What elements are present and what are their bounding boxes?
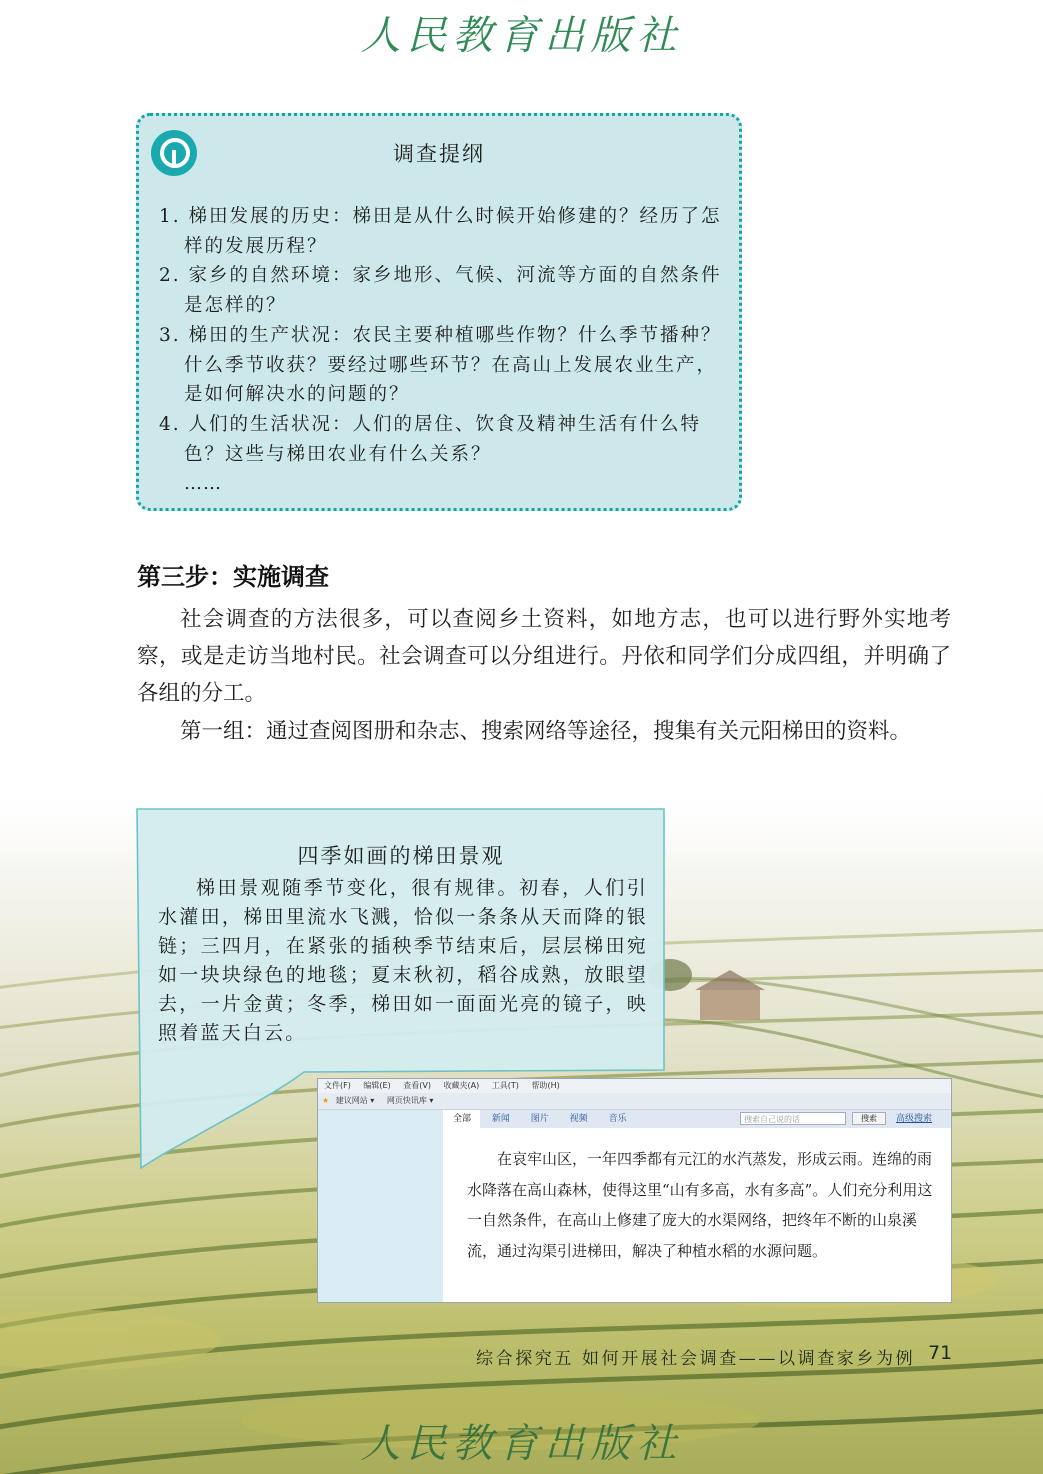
publisher-logo-top: 人民教育出版社 <box>360 13 683 59</box>
tab-news[interactable]: 新闻 <box>491 1114 510 1124</box>
menu-item-tools[interactable]: 工具(T) <box>491 1081 519 1090</box>
outline-item: 4. 人们的生活状况：人们的居住、饮食及精神生活有什么特色？这些与梯田农业有什么关系？ <box>159 413 702 465</box>
favorites-star-icon[interactable]: ★ <box>322 1096 330 1105</box>
search-button[interactable]: 搜索 <box>852 1112 886 1125</box>
outline-list <box>159 202 729 499</box>
browser-sidebar <box>318 1110 443 1303</box>
menu-item-help[interactable]: 帮助(H) <box>531 1081 560 1090</box>
note-title: 四季如画的梯田景观 <box>297 844 505 868</box>
advanced-search-link[interactable]: 高级搜索 <box>896 1114 933 1124</box>
body-paragraph: 社会调查的方法很多，可以查阅乡土资料，如地方志，也可以进行野外实地考察，或是走访当地村民。社会调查可以分组进行。丹依和同学们分成四组，并明确了各组的分工。 <box>137 607 951 706</box>
publisher-logo-bottom: 人民教育出版社 <box>360 1421 683 1467</box>
favorite-web-slice[interactable]: 网页快讯库 ▾ <box>386 1096 434 1105</box>
favorite-suggested-sites[interactable]: 建议网站 ▾ <box>335 1096 375 1105</box>
menu-item-favorites[interactable]: 收藏夹(A) <box>443 1081 480 1090</box>
browser-screenshot <box>317 1078 952 1303</box>
browser-article-text: 在哀牢山区，一年四季都有元江的水汽蒸发，形成云雨。连绵的雨水降落在高山森林，使得这里“山有多高，水有多高”。人们充分利用这一自然条件，在高山上修建了庞大的水渠网络，把终年不断的山泉溪流，通过沟渠引进梯田，解决了种植水稻的水源问题。 <box>467 1150 933 1260</box>
browser-menubar <box>318 1079 951 1093</box>
menu-item-edit[interactable]: 编辑(E) <box>363 1081 391 1090</box>
tab-images[interactable]: 图片 <box>530 1114 549 1124</box>
menu-item-file[interactable]: 文件(F) <box>324 1081 351 1090</box>
tab-video[interactable]: 视频 <box>569 1114 588 1124</box>
body-paragraph: 第一组：通过查阅图册和杂志、搜索网络等途径，搜集有关元阳梯田的资料。 <box>180 719 912 744</box>
search-input[interactable]: 搜索自己说的话 <box>740 1112 846 1125</box>
outline-item: 1. 梯田发展的历史：梯田是从什么时候开始修建的？经历了怎样的发展历程？ <box>159 206 722 257</box>
browser-favorites-bar <box>318 1093 951 1110</box>
outline-title: 调查提纲 <box>393 142 485 166</box>
tab-music[interactable]: 音乐 <box>608 1114 627 1124</box>
outline-ellipsis: …… <box>184 473 222 495</box>
tab-all[interactable]: 全部 <box>444 1110 480 1128</box>
search-tabs <box>444 1110 951 1128</box>
menu-item-view[interactable]: 查看(V) <box>403 1081 431 1090</box>
outline-item: 3. 梯田的生产状况：农民主要种植哪些作物？什么季节播种？什么季节收获？要经过哪些环节？在高山上发展农业生产，是如何解决水的问题的？ <box>159 324 722 406</box>
note-text: 梯田景观随季节变化，很有规律。初春，人们引水灌田，梯田里流水飞溅，恰似一条条从天而降的银链；三四月，在紧张的插秧季节结束后，层层梯田宛如一块块绿色的地毯；夏末秋初，稻谷成熟，放眼望去，一片金黄；冬季，梯田如一面面光亮的镜子，映照着蓝天白云。 <box>158 877 648 1044</box>
step-heading: 第三步：实施调查 <box>137 563 329 591</box>
footer-chapter-title: 综合探究五 如何开展社会调查——以调查家乡为例 <box>476 1349 916 1369</box>
outline-item: 2. 家乡的自然环境：家乡地形、气候、河流等方面的自然条件是怎样的？ <box>159 265 722 317</box>
outline-box <box>136 113 742 511</box>
page-number: 71 <box>928 1342 953 1364</box>
